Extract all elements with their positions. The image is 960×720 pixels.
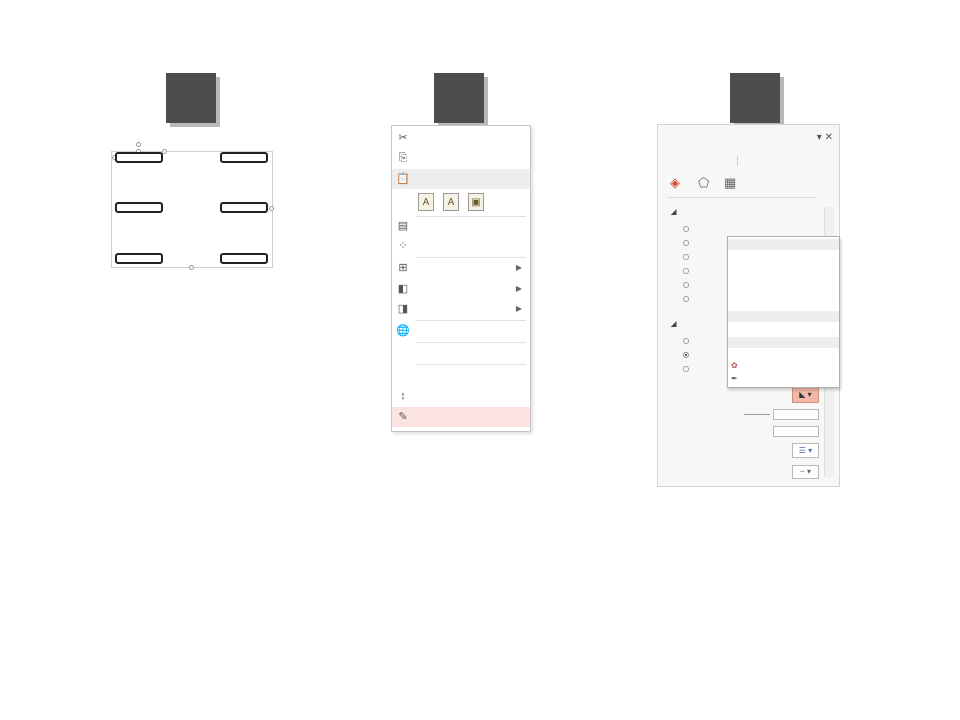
menu-item-edit-points[interactable] <box>392 236 530 256</box>
radio-selected-icon <box>683 352 689 358</box>
globe-link-icon: 🌐 <box>396 325 410 337</box>
resize-handle[interactable] <box>189 265 194 270</box>
size-properties-icon[interactable]: ▦ <box>724 175 737 190</box>
send-to-back-icon: ◨ <box>397 303 409 315</box>
collapse-icon: ◢ <box>671 321 677 328</box>
submenu-arrow-icon: ▶ <box>515 304 522 313</box>
group-icon: ⊞ <box>398 262 408 274</box>
line-section-header[interactable] <box>671 320 676 328</box>
eyedropper-icon: ✒ <box>731 374 738 383</box>
fill-option-slide-background[interactable] <box>683 296 693 303</box>
menu-paste-options-header <box>392 169 530 189</box>
shape-rect-3[interactable] <box>115 202 163 213</box>
pane-divider <box>667 197 817 198</box>
radio-icon <box>683 366 689 372</box>
edit-points-icon: ⁘ <box>398 240 408 252</box>
edit-text-icon: ▤ <box>397 220 409 232</box>
menu-item-cut[interactable] <box>392 128 530 148</box>
format-shape-icon: ✎ <box>398 411 408 423</box>
menu-item-group[interactable] <box>392 258 530 278</box>
submenu-arrow-icon: ▶ <box>515 263 522 272</box>
copy-icon: ⎘ <box>398 152 408 164</box>
line-option-no-line[interactable] <box>683 338 693 345</box>
effects-icon[interactable]: ⬠ <box>698 175 710 190</box>
shape-rect-2[interactable] <box>220 152 268 163</box>
radio-icon <box>683 226 689 232</box>
step-badge-3 <box>730 73 780 123</box>
shape-rect-5[interactable] <box>115 253 163 264</box>
close-icon[interactable]: ✕ <box>824 132 833 143</box>
radio-icon <box>683 268 689 274</box>
scissors-icon: ✂ <box>398 132 408 144</box>
fill-option-gradient[interactable] <box>683 254 693 261</box>
line-option-gradient[interactable] <box>683 366 693 373</box>
menu-item-set-default-shape[interactable] <box>392 365 530 385</box>
shape-rect-1[interactable] <box>115 152 163 163</box>
pane-controls[interactable] <box>817 132 833 143</box>
menu-item-save-as-picture[interactable] <box>392 343 530 363</box>
fill-option-picture[interactable] <box>683 268 693 275</box>
size-position-icon: ↕ <box>400 390 406 402</box>
line-option-solid[interactable] <box>683 352 693 359</box>
radio-icon <box>683 254 689 260</box>
color-picker-popup <box>727 236 840 388</box>
menu-item-hyperlink[interactable] <box>392 321 530 341</box>
recent-colors-header <box>728 337 839 348</box>
tab-divider <box>737 156 738 166</box>
submenu-arrow-icon: ▶ <box>515 284 522 293</box>
menu-item-bring-to-front[interactable] <box>392 279 530 299</box>
resize-handle[interactable] <box>269 206 274 211</box>
pane-options-icon[interactable]: ▾ <box>816 132 822 143</box>
step-badge-2 <box>434 73 484 123</box>
clipboard-icon: 📋 <box>396 173 410 185</box>
step-badge-1 <box>166 73 216 123</box>
collapse-icon: ◢ <box>671 209 677 216</box>
menu-item-edit-text[interactable] <box>392 216 530 236</box>
radio-icon <box>683 240 689 246</box>
transparency-input[interactable] <box>773 409 819 420</box>
menu-item-size-position[interactable] <box>392 386 530 406</box>
menu-item-format-shape[interactable] <box>392 407 530 427</box>
shapes-panel <box>105 140 280 275</box>
width-input[interactable] <box>773 426 819 437</box>
fill-line-icon[interactable]: ◈ <box>670 175 680 190</box>
transparency-slider[interactable] <box>744 414 770 415</box>
bring-to-front-icon: ◧ <box>397 283 409 295</box>
dash-type-dropdown[interactable]: ┄ ▾ <box>792 465 819 479</box>
paste-picture-icon[interactable]: ▣ <box>468 193 484 211</box>
fill-option-pattern[interactable] <box>683 282 693 289</box>
palette-icon: ✿ <box>731 361 738 370</box>
paint-bucket-icon: ◣ <box>799 390 806 399</box>
shape-rect-6[interactable] <box>220 253 268 264</box>
fill-option-solid[interactable] <box>683 240 693 247</box>
menu-item-send-to-back[interactable] <box>392 299 530 319</box>
color-dropdown-button[interactable]: ◣ ▾ <box>792 387 819 403</box>
theme-colors-header <box>728 239 839 250</box>
paste-text-only-icon[interactable]: A <box>443 193 459 211</box>
shape-rect-4[interactable] <box>220 202 268 213</box>
fill-option-no-fill[interactable] <box>683 226 693 233</box>
radio-icon <box>683 296 689 302</box>
standard-colors-header <box>728 311 839 322</box>
menu-item-copy[interactable] <box>392 148 530 168</box>
fill-section-header[interactable] <box>671 208 676 216</box>
rotate-handle[interactable] <box>136 142 141 147</box>
radio-icon <box>683 338 689 344</box>
compound-type-dropdown[interactable]: ☰ ▾ <box>792 443 819 458</box>
paste-keep-formatting-icon[interactable]: A <box>418 193 434 211</box>
context-menu <box>391 125 531 432</box>
radio-icon <box>683 282 689 288</box>
